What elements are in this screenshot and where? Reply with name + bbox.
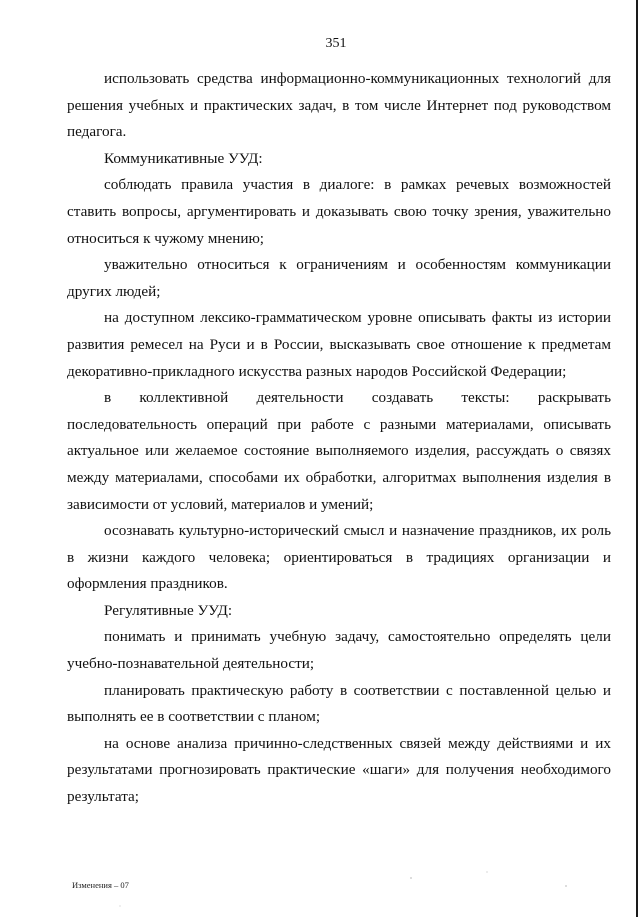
revision-footer: Изменения – 07 (72, 880, 129, 890)
scan-edge (636, 0, 638, 917)
page-number: 351 (325, 36, 347, 51)
paragraph-ict-usage: использовать средства информационно-коммуникационных технологий для решения учебных и практических задач, в том числе Интернет под руководством педагога. (67, 70, 611, 141)
paragraph-holidays: осознавать культурно-исторический смысл и назначение праздников, их роль в жизни каждого человека; ориентироваться в традициях организации и оформления праздников. (67, 522, 611, 593)
paragraph-respect-limitations: уважительно относиться к ограничениям и особенностям коммуникации других людей; (67, 256, 611, 300)
paragraph-crafts-history: на доступном лексико-грамматическом уровне описывать факты из истории развития ремесел на Руси и в России, высказывать свое отношение к предметам декоративно-прикладного искусства разных народов Российской Федерации; (67, 309, 611, 380)
body-text (67, 66, 611, 811)
heading-communicative-uud: Коммуникативные УУД: (104, 149, 263, 167)
paragraph-plan-work: планировать практическую работу в соответствии с поставленной целью и выполнять ее в соответствии с планом; (67, 681, 611, 726)
paragraph-cause-effect: на основе анализа причинно-следственных связей между действиями и их результатами прогнозировать практические «шаги» для получения необходимого результата; (67, 734, 611, 806)
heading-regulatory-uud: Регулятивные УУД: (104, 601, 233, 619)
paragraph-dialogue-rules: соблюдать правила участия в диалоге: в рамках речевых возможностей ставить вопросы, аргументировать и доказывать свою точку зрения, уважительно относиться к чужому мнению; (67, 176, 611, 247)
paragraph-collective-texts: в коллективной деятельности создавать тексты: раскрывать последовательность операций при работе с разными материалами, описывать актуальное или желаемое состояние выполняемого изделия, рассуждать о связях между материалами, способами их обработки, алгоритмах выполнения изделия в зависимости от условий, материалов и умений; (67, 389, 611, 513)
paragraph-learning-task: понимать и принимать учебную задачу, самостоятельно определять цели учебно-познавательной деятельности; (67, 628, 611, 673)
